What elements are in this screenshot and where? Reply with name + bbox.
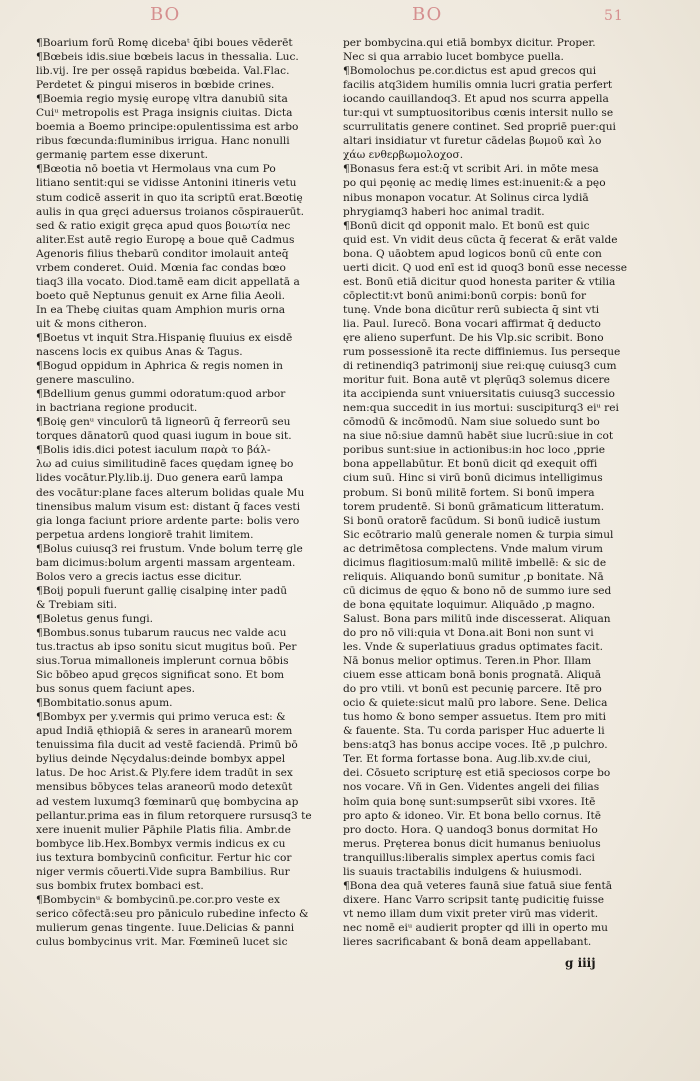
text-line: dei. Cōsueto scripturę est etiā speciosos corpe bo — [343, 767, 611, 780]
text-line: ¶Bombyx per y.vermis qui primo veruca est: & — [36, 711, 286, 724]
text-line: nem:qua succedit in ius mortui: suscipiturq3 eiᵘ rei — [343, 402, 619, 415]
text-line: gia longa faciunt priore ardente parte: bolis vero — [36, 514, 300, 527]
text-line: ęre alieno superfunt. De his Vlp.sic scribit. Bono — [343, 331, 604, 344]
text-line: aulis in qua gręci aduersus troianos cōspirauerūt. — [36, 205, 305, 218]
text-line: & Trebiam siti. — [36, 598, 117, 611]
text-line: genere masculino. — [36, 374, 135, 387]
text-line: les. Vnde & superlatiuus gradus optimates facit. — [343, 641, 603, 654]
text-line: do pro vtili. vt bonū est pecunię parcere. Itē pro — [343, 683, 602, 696]
text-line: moritur fuit. Bona autē vt plęrūq3 solemus dicere — [343, 374, 610, 387]
text-line: Sic bōbeo apud gręcos significat sono. Et bom — [36, 669, 285, 682]
text-line: ¶Bombycinᵘ & bombycinū.pe.cor.pro veste ex — [36, 893, 280, 906]
text-line: cōmodū & incōmodū. Nam siue soluedo sunt bo — [343, 416, 600, 429]
text-line: ¶Boletus genus fungi. — [36, 612, 154, 625]
text-line: uit & mons citheron. — [36, 317, 147, 330]
text-line: tenuissima fila ducit ad vestē faciendā. Primū bō — [36, 739, 298, 752]
text-line: sed & ratio exigit gręca apud quos βοιωτία nec — [36, 219, 291, 232]
text-line: ¶Bonū dicit qd opponit malo. Et bonū est quic — [343, 219, 590, 232]
text-line: bus sonus quem faciunt apes. — [36, 683, 195, 696]
text-line: quid est. Vn vidit deus cūcta q̄ fecerat & erāt valde — [343, 233, 618, 246]
text-line: Nec si qua arrabio lucet bombyce puella. — [343, 51, 564, 64]
text-line: ac detrimētosa complectens. Vnde malum virum — [343, 542, 603, 555]
text-line: na siue nō:siue damnū habēt siue lucrū:siue in cot — [343, 430, 614, 443]
text-line: vrbem conderet. Ouid. Mœnia fac condas bœo — [36, 261, 286, 274]
text-line: de bona ęquitate loquimur. Aliquādo ,p magno. — [343, 598, 595, 611]
text-line: reliquis. Aliquando bonū sumitur ,p bonitate. Nā — [343, 570, 604, 583]
text-line: bombyce lib.Hex.Bombyx vermis indicus ex cu — [36, 837, 286, 850]
text-line: ¶Bœotia nō boetia vt Hermolaus vna cum Po — [36, 163, 276, 176]
text-line: cōplectit:vt bonū animi:bonū corpis: bonū for — [343, 289, 587, 302]
text-line: facilis atq3idem humilis omnia lucri gratia perfert — [343, 79, 613, 92]
text-line: dicimus flagitiosum:malū militē imbellē: & sic de — [343, 556, 607, 569]
text-line: nibus monapon vocatur. At Solinus circa lydiā — [343, 191, 589, 204]
text-line: tunę. Vnde bona dicūtur rerū subiecta q̄ sint vti — [343, 303, 600, 316]
text-line: ¶Bonasus fera est:q̄ vt scribit Ari. in mōte mesa — [343, 163, 599, 176]
text-line: nos vocare. Vñ in Gen. Videntes angeli dei filias — [343, 781, 600, 794]
text-line: ribus fœcunda:fluminibus irrigua. Hanc nonulli — [36, 135, 290, 148]
text-line: latus. De hoc Arist.& Ply.fere idem tradūt in sex — [36, 767, 293, 780]
text-line: serico cōfectā:seu pro pāniculo rubedine infecto & — [36, 907, 309, 920]
text-line: tranquillus:liberalis simplex apertus comis faci — [343, 851, 595, 864]
text-line: germanię partem esse dixerunt. — [36, 149, 208, 162]
text-line: torem prudentē. Si bonū grāmaticum litteratum. — [343, 500, 605, 513]
text-line: poribus sunt:siue in actionibus:in hoc loco ,pprie — [343, 444, 606, 457]
signature-mark: g iiij — [565, 956, 596, 970]
text-line: ¶Bolis idis.dici potest iaculum παρὰ το βάλ- — [36, 444, 271, 457]
text-line: tus homo & bono semper assuetus. Item pro miti — [343, 711, 606, 724]
text-line: litiano sentit:qui se vidisse Antonini itineris vetu — [36, 177, 297, 190]
text-line: vt nemo illam dum vixit preter virū mas viderit. — [343, 907, 599, 920]
text-line: ¶Bdellium genus gummi odoratum:quod arbor — [36, 388, 286, 401]
text-line: ¶Bombus.sonus tubarum raucus nec valde acu — [36, 626, 287, 639]
text-line: Ter. Et forma fortasse bona. Aug.lib.xv.de ciui, — [343, 753, 592, 766]
text-line: boeto quē Neptunus genuit ex Arne filia Aeoli. — [36, 289, 285, 302]
text-line: pro apto & idoneo. Vir. Et bona bello cornus. Itē — [343, 809, 602, 822]
text-line: ¶Bœbeis idis.siue bœbeis lacus in thessalia. Luc. — [36, 51, 299, 64]
running-head-center: BO — [412, 4, 443, 25]
text-line: bona. Q uāobtem apud logicos bonū cū ente con — [343, 247, 602, 260]
text-line: mensibus bōbyces telas araneorū modo detexūt — [36, 781, 293, 794]
text-line: In ea Thebę ciuitas quam Amphion muris orna — [36, 303, 286, 316]
text-line: uerti dicit. Q uod enī est id quoq3 bonū esse necesse — [343, 261, 628, 274]
text-line: cium suū. Hinc si virū bonū dicimus intelligimus — [343, 472, 603, 485]
text-line: χάω ενθερβωμολοχοσ. — [343, 149, 464, 162]
text-line: iocando cauillandoq3. Et apud nos scurra appella — [343, 93, 609, 106]
text-line: po qui pęonię ac medię limes est:inuenit:& a pęo — [343, 177, 606, 190]
text-line: cū dicimus de ęquo & bono nō de summo iure sed — [343, 584, 612, 597]
text-line: ciuem esse atticam bonā bonis prognatā. Aliquā — [343, 669, 602, 682]
folio-number: 51 — [604, 8, 624, 24]
text-line: lis suauis tractabilis indulgens & huiusmodi. — [343, 865, 582, 878]
text-line: ¶Bomolochus pe.cor.dictus est apud grecos qui — [343, 65, 597, 78]
text-line: λω ad cuius similitudinē faces quędam igneę bo — [36, 458, 294, 471]
text-line: sus bombix frutex bombaci est. — [36, 879, 204, 892]
text-line: hoīm quia bonę sunt:sumpserūt sibi vxores. Itē — [343, 795, 596, 808]
text-line: Si bonū oratorē facūdum. Si bonū iudicē iustum — [343, 514, 601, 527]
text-line: do pro nō vili:quia vt Dona.ait Boni non sunt vi — [343, 626, 594, 639]
text-line: Nā bonus melior optimus. Teren.in Phor. Illam — [343, 655, 592, 668]
text-line: ius textura bombycinū conficitur. Fertur hic cor — [36, 851, 292, 864]
text-line: ita accipienda sunt vniuersitatis cuiusq3 successio — [343, 388, 615, 401]
text-line: tiaq3 illa vocato. Diod.tamē eam dicit appellatā a — [36, 275, 300, 288]
text-line: probum. Si bonū militē fortem. Si bonū impera — [343, 486, 595, 499]
text-line: dixere. Hanc Varro scripsit tantę pudicitię fuisse — [343, 893, 605, 906]
text-line: torques dānatorū quod quasi iugum in boue sit. — [36, 430, 292, 443]
text-line: Salust. Bona pars militū inde discesserat. Aliquan — [343, 612, 611, 625]
left-text-column — [36, 36, 328, 949]
text-line: des vocātur:plane faces alterum bolidas quale Mu — [36, 486, 305, 499]
running-head-left: BO — [150, 4, 181, 25]
text-line: tur:qui vt sumptuositoribus cœnis intersit nullo se — [343, 107, 614, 120]
text-line: lieres sacrificabant & bonā deam appellabant. — [343, 936, 592, 948]
text-line: aliter.Est autē regio Europę a boue quē Cadmus — [36, 233, 295, 246]
text-line: ¶Bogud oppidum in Aphrica & regis nomen in — [36, 360, 283, 373]
text-line: tus.tractus ab ipso sonitu sicut mugitus boū. Per — [36, 641, 297, 654]
text-line: sius.Torua mimalloneis implerunt cornua bōbis — [36, 655, 289, 668]
text-line: culus bombycinus vrit. Mar. Fœmineū lucet sic — [36, 936, 288, 948]
text-line: altari insidiatur vt furetur cādelas βωμοῦ καὶ λο — [343, 135, 602, 148]
text-line: ¶Bona dea quā veteres faunā siue fatuā siue fentā — [343, 879, 613, 892]
text-line: Bolos vero a grecis iactus esse dicitur. — [36, 570, 242, 583]
text-line: in bactriana regione producit. — [36, 402, 198, 415]
text-line: Agenoris filius thebarū conditor imolauit anteq̄ — [36, 247, 289, 260]
text-line: est. Bonū etiā dicitur quod honesta pariter & vtilia — [343, 275, 616, 288]
text-line: rum possessionē ita recte diffiniemus. Ius perseque — [343, 346, 621, 359]
text-line: niger vermis cōuerti.Vide supra Bambilius. Rur — [36, 865, 290, 878]
text-line: tinensibus malum visum est: distant q̄ faces vesti — [36, 500, 301, 513]
text-line: stum codicē asserit in quo ita scriptū erat.Bœotię — [36, 191, 303, 204]
text-line: lib.vij. Ire per ossęā rapidus bœbeida. Val.Flac. — [36, 65, 290, 78]
text-line: di retinendiq3 patrimonij siue rei:quę cuiusq3 cum — [343, 360, 617, 373]
text-line: xere inuenit mulier Pāphile Platis filia. Ambr.de — [36, 823, 291, 836]
text-line: bens:atq3 has bonus accipe voces. Itē ,p pulchro. — [343, 739, 608, 752]
text-line: nec nomē eiᵘ audierit propter qd illi in operto mu — [343, 921, 608, 934]
text-line: Sic ecōtrario malū generale nomen & turpia simul — [343, 528, 614, 541]
text-line: lia. Paul. Iurecō. Bona vocari affirmat q̄ deducto — [343, 317, 601, 330]
text-line: mulierum genas tingente. Iuue.Delicias & panni — [36, 921, 295, 934]
text-line: ¶Boemia regio mysię europę vltra danubiū sita — [36, 93, 288, 106]
text-line: ¶Bolus cuiusq3 rei frustum. Vnde bolum terrę gle — [36, 542, 303, 555]
text-line: bona appellabūtur. Et bonū dicit qd exequit offi — [343, 458, 598, 471]
text-line: pellantur.prima eas in filum retorquere rursusq3 te — [36, 809, 312, 822]
text-line: per bombycina.qui etiā bombyx dicitur. Proper. — [343, 37, 596, 49]
text-line: bam dicimus:bolum argenti massam argenteam. — [36, 556, 296, 569]
text-line: ¶Boij populi fuerunt gallię cisalpinę inter padū — [36, 584, 288, 597]
text-line: scurrulitatis genere continet. Sed propriē puer:qui — [343, 121, 616, 134]
text-line: bylius deinde Nęcydalus:deinde bombyx appel — [36, 753, 286, 766]
right-text-column — [343, 36, 633, 949]
text-line: apud Indiā ęthiopiā & seres in aranearū morem — [36, 725, 293, 738]
text-line: pro docto. Hora. Q uandoq3 bonus dormitat Ho — [343, 823, 598, 836]
text-line: ¶Boetus vt inquit Stra.Hispanię fluuius ex eisdē — [36, 331, 293, 344]
text-line: ocio & quiete:sicut malū pro labore. Sene. Delica — [343, 697, 608, 710]
text-line: ¶Boię genᵘ vinculorū tā ligneorū q̄ ferreorū seu — [36, 416, 291, 429]
text-line: ¶Bombitatio.sonus apum. — [36, 697, 173, 710]
text-line: ad vestem luxumq3 fœminarū quę bombycina ap — [36, 795, 299, 808]
text-line: lides vocātur.Ply.lib.ij. Duo genera earū lampa — [36, 472, 284, 485]
text-line: phrygiamq3 haberi hoc animal tradit. — [343, 205, 545, 218]
text-line: boemia a Boemo principe:opulentissima est arbo — [36, 121, 299, 134]
text-line: perpetua ardens longiorē trahit limitem. — [36, 528, 254, 541]
text-line: merus. Pręterea bonus dicit humanus beniuolus — [343, 837, 601, 850]
text-line: ¶Boarium forū Romę dicebaᵗ q̄ibi boues vēderēt — [36, 37, 293, 49]
text-line: Perdetet & pingui miseros in bœbide crines. — [36, 79, 275, 92]
text-line: Cuiᵘ metropolis est Praga insignis ciuitas. Dicta — [36, 107, 293, 120]
text-line: nascens locis ex quibus Anas & Tagus. — [36, 346, 243, 359]
text-line: & fauente. Sta. Tu corda parisper Huc aduerte li — [343, 725, 605, 738]
